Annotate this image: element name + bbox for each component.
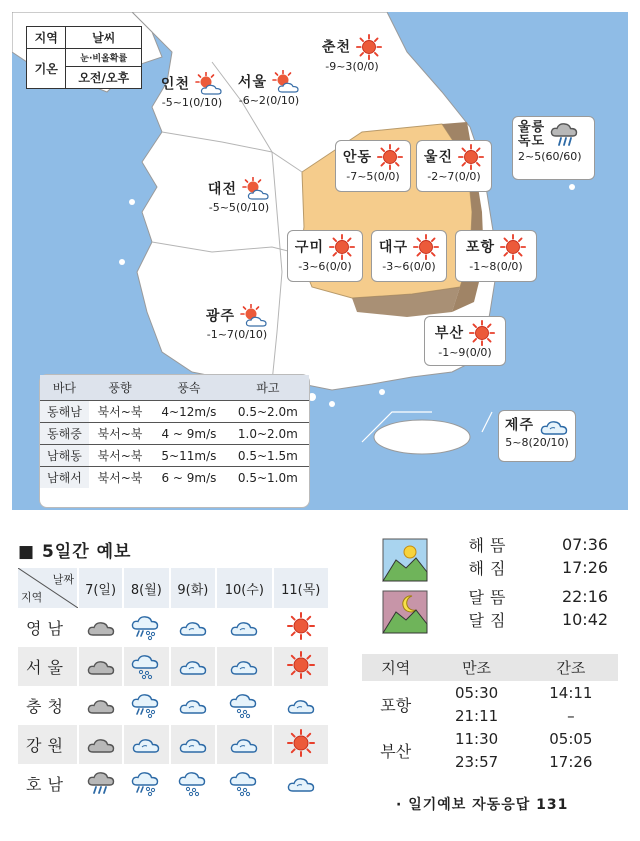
corner-cell bbox=[18, 568, 78, 608]
sea-cell: 1.0~2.0m bbox=[227, 423, 309, 445]
sun-icon bbox=[287, 729, 315, 757]
sun-icon bbox=[287, 651, 315, 679]
table-row bbox=[40, 445, 309, 467]
cloud-icon bbox=[229, 654, 259, 676]
city-prob: (0/0) bbox=[373, 170, 400, 183]
sea-cell: 6 ~ 9m/s bbox=[151, 467, 227, 489]
table-row bbox=[362, 727, 618, 750]
sea-header: 풍향 bbox=[89, 375, 151, 401]
sea-cell: 0.5~2.0m bbox=[227, 401, 309, 423]
city-prob: (0/0) bbox=[352, 60, 379, 73]
city-temp: -9~3 bbox=[325, 60, 353, 73]
day-header: 11(목) bbox=[273, 568, 329, 608]
forecast-region: 서울 bbox=[18, 647, 78, 686]
sun-icon bbox=[287, 612, 315, 640]
city-prob: (0/10) bbox=[233, 328, 268, 341]
table-row bbox=[18, 686, 329, 725]
city-prob: (0/0) bbox=[325, 260, 352, 273]
sun-icon bbox=[377, 144, 403, 170]
city-name: 안동 bbox=[342, 149, 372, 166]
sun-icon bbox=[329, 234, 355, 260]
sea-cell: 4~12m/s bbox=[151, 401, 227, 423]
city-temp: -1~9 bbox=[438, 346, 466, 359]
cloud-dark-icon bbox=[86, 732, 116, 754]
city-card-ulleung bbox=[512, 116, 595, 180]
city-prob: (0/0) bbox=[465, 346, 492, 359]
city-label bbox=[192, 304, 282, 341]
cloud-icon bbox=[229, 615, 259, 637]
rain-cloud-icon bbox=[549, 120, 581, 150]
city-card-gumi bbox=[287, 230, 363, 282]
snow-cloud-icon bbox=[130, 650, 162, 680]
sunrise-time: 07:36 bbox=[561, 535, 609, 554]
forecast-region: 호남 bbox=[18, 764, 78, 803]
tide-table bbox=[362, 654, 618, 773]
cloud-icon bbox=[286, 771, 316, 793]
table-row bbox=[18, 647, 329, 686]
forecast-table bbox=[18, 568, 330, 803]
sea-cell: 동해중 bbox=[40, 423, 89, 445]
cloud-icon bbox=[178, 732, 208, 754]
city-name: 울릉 독도 bbox=[518, 120, 546, 149]
city-card-uljin bbox=[416, 140, 492, 192]
sea-header: 풍속 bbox=[151, 375, 227, 401]
city-name: 부산 bbox=[434, 325, 464, 342]
legend-weather: 날씨 bbox=[66, 27, 142, 49]
sea-cell: 북서~북 bbox=[89, 445, 151, 467]
sun-icon bbox=[413, 234, 439, 260]
city-name: 제주 bbox=[504, 417, 534, 434]
phone-service: · 일기예보 자동응답 131 bbox=[396, 797, 569, 813]
city-name: 춘천 bbox=[321, 39, 351, 56]
city-label bbox=[194, 177, 284, 214]
weather-map bbox=[12, 12, 628, 510]
city-prob: (0/0) bbox=[454, 170, 481, 183]
table-row bbox=[18, 725, 329, 764]
corner-date: 날짜 bbox=[52, 573, 74, 586]
sea-cell: 남해서 bbox=[40, 467, 89, 489]
cloud-icon bbox=[178, 615, 208, 637]
city-temp: -3~6 bbox=[382, 260, 410, 273]
forecast-region: 강원 bbox=[18, 725, 78, 764]
sun-cloud-icon bbox=[272, 70, 300, 94]
sunrise-label: 해뜸 bbox=[468, 536, 512, 555]
city-name: 구미 bbox=[294, 239, 324, 256]
city-temp: -1~7 bbox=[206, 328, 234, 341]
city-prob: (0/10) bbox=[265, 94, 300, 107]
sea-cell: 0.5~1.0m bbox=[227, 467, 309, 489]
tide-region: 부산 bbox=[380, 741, 412, 761]
city-temp: -5~5 bbox=[208, 201, 236, 214]
cloud-icon bbox=[178, 693, 208, 715]
cloud-icon bbox=[286, 693, 316, 715]
tide-low: 14:11 bbox=[549, 683, 593, 702]
city-temp: -5~1 bbox=[161, 96, 189, 109]
city-temp: -6~2 bbox=[238, 94, 266, 107]
moonrise-time: 22:16 bbox=[561, 587, 609, 606]
city-name: 인천 bbox=[160, 76, 190, 93]
table-row bbox=[362, 681, 618, 704]
cloud-icon bbox=[229, 732, 259, 754]
day-header: 9(화) bbox=[170, 568, 217, 608]
tide-high: 23:57 bbox=[454, 752, 499, 771]
snow-cloud-icon bbox=[228, 689, 260, 719]
tide-low: – bbox=[567, 706, 575, 725]
city-card-andong bbox=[335, 140, 411, 192]
city-temp: -7~5 bbox=[346, 170, 374, 183]
city-name: 포항 bbox=[465, 239, 495, 256]
city-prob: (0/0) bbox=[409, 260, 436, 273]
corner-region: 지역 bbox=[21, 591, 43, 604]
rain-snow-cloud-icon bbox=[130, 689, 162, 719]
moonset-time: 10:42 bbox=[561, 610, 609, 629]
cloud-dark-icon bbox=[86, 615, 116, 637]
sun-icon bbox=[458, 144, 484, 170]
table-row bbox=[40, 467, 309, 489]
sea-conditions-table bbox=[39, 374, 310, 508]
sun-cloud-icon bbox=[195, 72, 223, 96]
snow-cloud-icon bbox=[228, 767, 260, 797]
city-name: 광주 bbox=[205, 308, 235, 325]
sea-cell: 동해남 bbox=[40, 401, 89, 423]
sea-cell: 북서~북 bbox=[89, 423, 151, 445]
cloud-icon bbox=[178, 654, 208, 676]
cloud-dark-icon bbox=[86, 654, 116, 676]
sun-icon bbox=[469, 320, 495, 346]
rain-dark-cloud-icon bbox=[86, 767, 116, 797]
city-temp: -3~6 bbox=[298, 260, 326, 273]
sun-icon bbox=[356, 34, 382, 60]
sun-cloud-icon bbox=[240, 304, 268, 328]
cloud-icon bbox=[539, 414, 569, 436]
forecast-region: 영남 bbox=[18, 608, 78, 647]
table-row bbox=[18, 608, 329, 647]
city-prob: (20/10) bbox=[528, 436, 569, 449]
sea-header: 바다 bbox=[40, 375, 89, 401]
moonset-label: 달짐 bbox=[468, 611, 512, 630]
city-prob: (0/10) bbox=[235, 201, 270, 214]
city-label bbox=[312, 34, 392, 73]
sea-cell: 5~11m/s bbox=[151, 445, 227, 467]
forecast-title bbox=[18, 537, 131, 562]
city-temp: 2~5 bbox=[518, 150, 542, 163]
cloud-dark-icon bbox=[86, 693, 116, 715]
day-header: 10(수) bbox=[216, 568, 272, 608]
sea-cell: 북서~북 bbox=[89, 467, 151, 489]
table-row bbox=[18, 764, 329, 803]
sea-header: 파고 bbox=[227, 375, 309, 401]
snow-cloud-icon bbox=[177, 767, 209, 797]
sun-icon bbox=[500, 234, 526, 260]
forecast-region: 충청 bbox=[18, 686, 78, 725]
city-name: 서울 bbox=[237, 74, 267, 91]
tide-header: 간조 bbox=[524, 654, 618, 681]
forecast-title-text: ■ 5일간 예보 bbox=[18, 542, 132, 562]
city-card-jeju bbox=[498, 410, 576, 462]
legend-temp: 기온 bbox=[27, 49, 66, 89]
city-temp: -1~8 bbox=[469, 260, 497, 273]
sea-cell: 4 ~ 9m/s bbox=[151, 423, 227, 445]
tide-high: 11:30 bbox=[454, 729, 499, 748]
city-card-daegu bbox=[371, 230, 447, 282]
cloud-icon bbox=[131, 732, 161, 754]
sea-cell: 0.5~1.5m bbox=[227, 445, 309, 467]
moonrise-icon bbox=[382, 590, 428, 634]
city-prob: (0/10) bbox=[188, 96, 223, 109]
city-name: 대전 bbox=[207, 181, 237, 198]
sunset-label: 해짐 bbox=[468, 559, 512, 578]
table-row bbox=[40, 423, 309, 445]
legend-region: 지역 bbox=[27, 27, 66, 49]
city-label bbox=[224, 70, 314, 107]
city-name: 대구 bbox=[378, 239, 408, 256]
sun-cloud-icon bbox=[242, 177, 270, 201]
city-temp: 5~8 bbox=[505, 436, 529, 449]
moonrise-label: 달뜸 bbox=[468, 588, 512, 607]
legend-ampm: 오전/오후 bbox=[66, 67, 142, 89]
rain-snow-cloud-icon bbox=[130, 611, 162, 641]
rain-snow-cloud-icon bbox=[130, 767, 162, 797]
tide-low: 17:26 bbox=[549, 752, 593, 771]
day-header: 7(일) bbox=[78, 568, 123, 608]
sea-cell: 남해동 bbox=[40, 445, 89, 467]
tide-high: 21:11 bbox=[454, 706, 499, 725]
tide-header: 만조 bbox=[429, 654, 523, 681]
sunset-time: 17:26 bbox=[561, 558, 609, 577]
city-card-pohang bbox=[455, 230, 537, 282]
tide-low: 05:05 bbox=[549, 729, 593, 748]
tide-high: 05:30 bbox=[454, 683, 499, 702]
city-prob: (60/60) bbox=[541, 150, 582, 163]
tide-header: 지역 bbox=[362, 654, 429, 681]
map-legend bbox=[26, 26, 142, 89]
sea-cell: 북서~북 bbox=[89, 401, 151, 423]
table-row bbox=[40, 401, 309, 423]
city-prob: (0/0) bbox=[496, 260, 523, 273]
city-card-busan bbox=[424, 316, 506, 366]
legend-precip: 눈·비올확률 bbox=[66, 49, 142, 67]
day-header: 8(월) bbox=[123, 568, 170, 608]
city-temp: -2~7 bbox=[427, 170, 455, 183]
sunrise-icon bbox=[382, 538, 428, 582]
tide-region: 포항 bbox=[380, 695, 412, 715]
city-name: 울진 bbox=[423, 149, 453, 166]
